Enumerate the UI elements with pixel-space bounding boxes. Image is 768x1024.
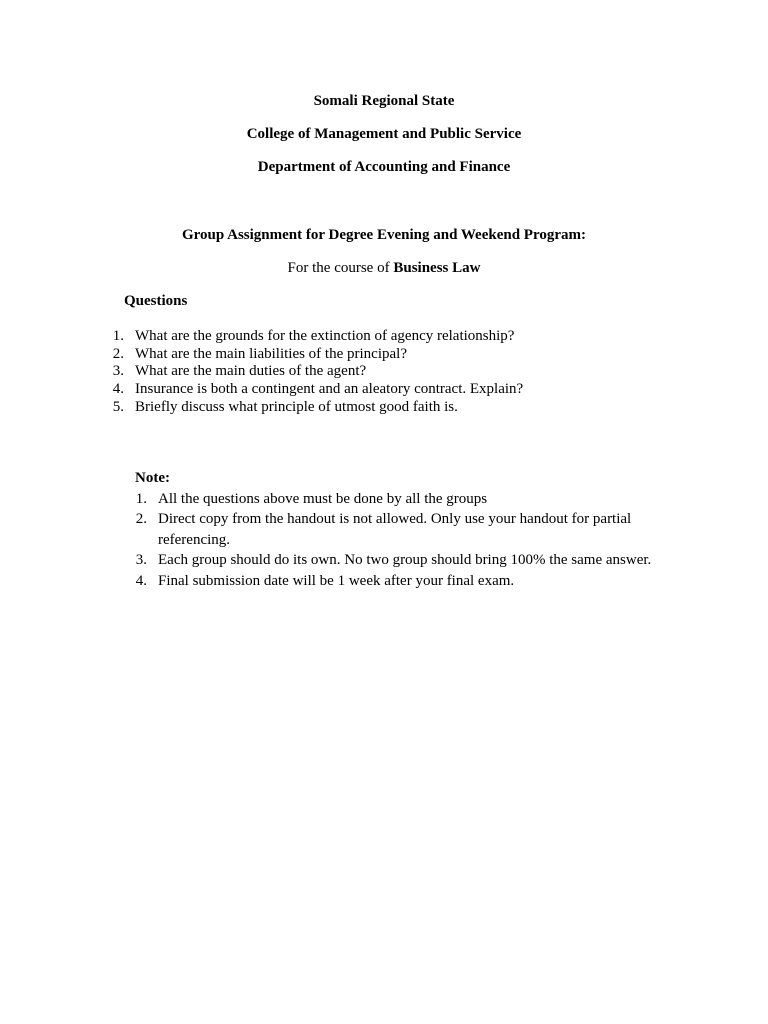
list-item-text: What are the main duties of the agent? [135,363,367,379]
list-item-number: 3. [135,552,147,568]
course-name: Business Law [393,260,481,276]
course-line [0,260,768,277]
list-item-text: Insurance is both a contingent and an aleatory contract. Explain? [135,381,524,397]
list-item-text: Briefly discuss what principle of utmost good faith is. [135,399,458,415]
note-heading: Note: [135,470,170,486]
list-item-number: 1. [112,328,124,344]
assignment-title: Group Assignment for Degree Evening and Weekend Program: [181,227,587,243]
list-item-text: Final submission date will be 1 week after your final exam. [158,573,515,589]
list-item-text-continuation: referencing. [158,532,231,548]
course-prefix: For the course of [287,260,394,276]
list-item-number: 2. [112,346,124,362]
list-item-number: 4. [112,381,124,397]
list-item-text: Direct copy from the handout is not allowed. Only use your handout for partial [158,511,632,527]
list-item-text: Each group should do its own. No two group should bring 100% the same answer. [158,552,652,568]
list-item-number: 1. [135,491,147,507]
questions-heading: Questions [124,293,188,309]
list-item-text: What are the main liabilities of the principal? [135,346,407,362]
college-name: College of Management and Public Service [246,126,522,142]
list-item-number: 4. [135,573,147,589]
list-item-text: What are the grounds for the extinction of agency relationship? [135,328,515,344]
list-item-number: 5. [112,399,124,415]
list-item-number: 2. [135,511,147,527]
list-item-number: 3. [112,363,124,379]
department-name: Department of Accounting and Finance [257,159,511,175]
list-item-text: All the questions above must be done by all the groups [158,491,488,507]
institution-name: Somali Regional State [313,93,455,109]
